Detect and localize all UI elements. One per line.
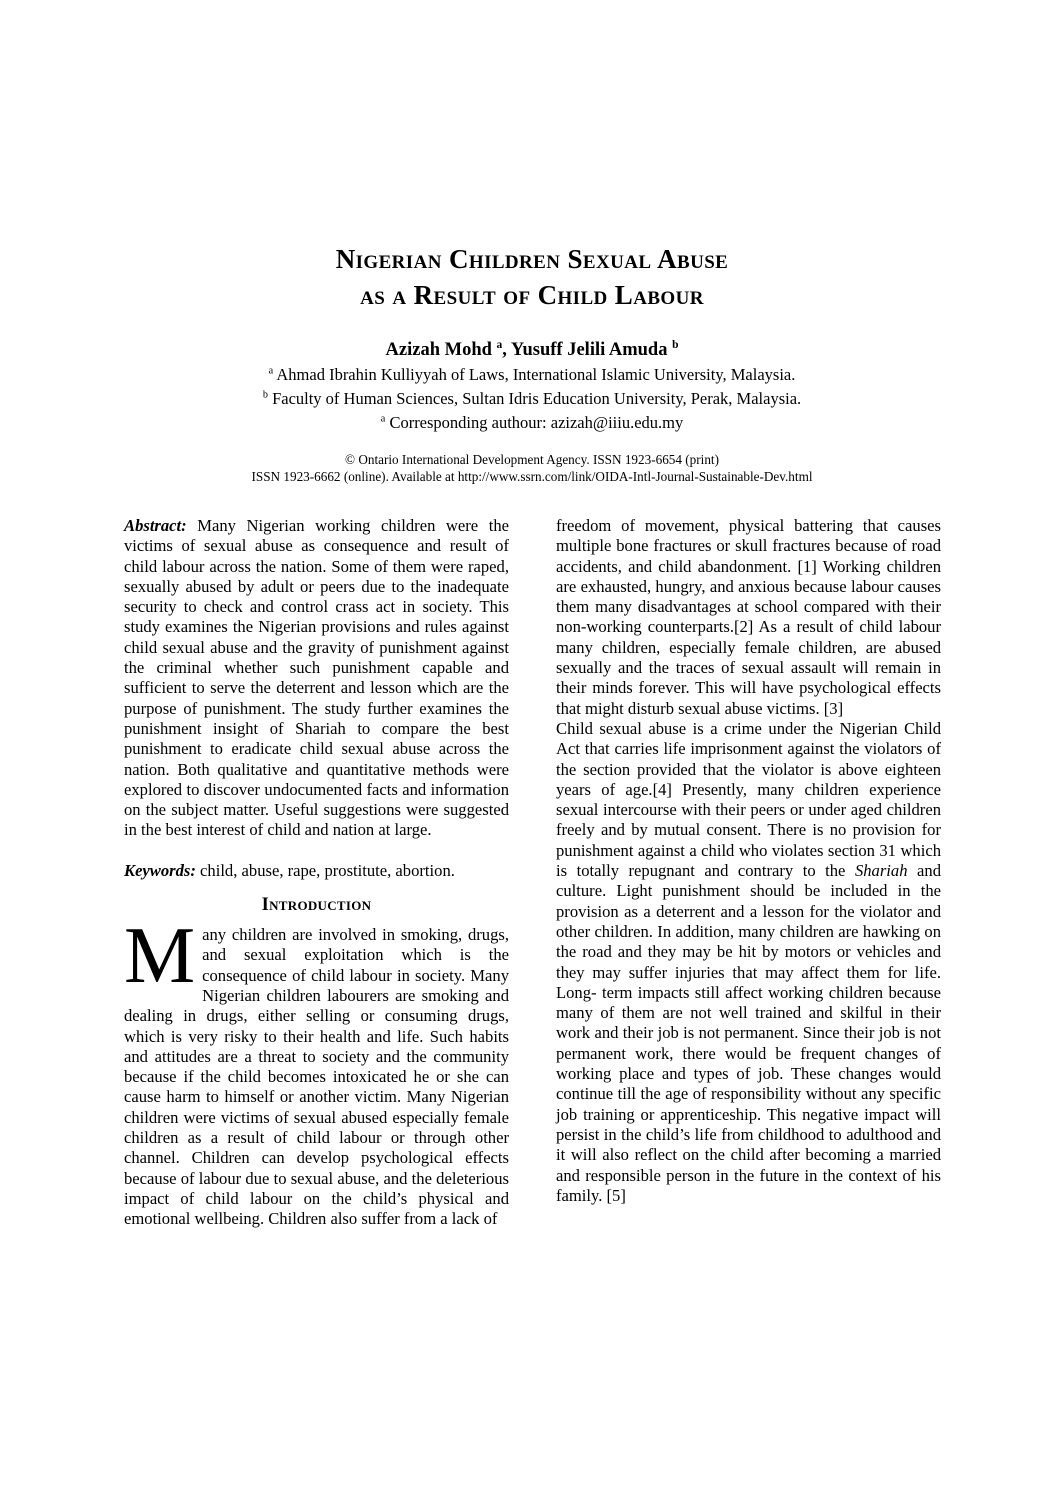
title-line-1: Nigerian Children Sexual Abuse [335,244,729,274]
introduction-paragraph [124,912,509,1229]
body-paragraph-2: Child sexual abuse is a crime under the Nigerian Child Act that carries life imprisonment against the violators of the section provided that the violator is above eighteen years of age.[4] Presently, many children experience sexual intercourse with their peers or under aged children freely and by mutual consent. There is no provision for punishment against a child who violates section 31 which is totally repugnant and contrary to the Shariah and culture. Light punishment should be included in the provision as a deterrent and a lesson for the violator and other children. In addition, many children are hawking on the road and they may be hit by motors or vehicles and they may suffer injuries that may affect them for life. Long- term impacts still affect working children because many of them are not well trained and skilful in their work and their job is not permanent. Since their job is not permanent work, there would be frequent changes of working place and types of job. These changes would continue till the age of responsibility without any specific job training or apprenticeship. This negative impact will persist in the child’s life from childhood to adulthood and it will also reflect on the child after becoming a married and responsible person in the future in the context of his family. [5] [556,718,942,1205]
dropcap-m: M [124,912,196,1001]
publisher-block [124,452,940,485]
affiliation-a: $^a$ Ahmad Ibrahin Kulliyyah of Laws, International Islamic University, Malaysia. [268,365,796,384]
publisher-line-1: © Ontario International Development Agency. ISSN 1923-6654 (print) [345,452,719,467]
abstract-paragraph: Abstract: Many Nigerian working children were the victims of sexual abuse as consequence and result of child labour across the nation. Some of them were raped, sexually abused by adult or peers due to the inadequate security to check and control crass act in society. This study examines the Nigerian provisions and rules against child sexual abuse and the gravity of punishment against the criminal whether such punishment capable and sufficient to serve the deterrent and lesson which are the purpose of punishment. The study further examines the punishment insight of Shariah to compare the best punishment to eradicate child sexual abuse across the nation. Both qualitative and quantitative methods were explored to discover undocumented facts and information on the subject matter. Useful suggestions were suggested in the best interest of child and nation at large. [124,516,509,840]
introduction-heading: Introduction [261,895,372,916]
publisher-line-2: ISSN 1923-6662 (online). Available at http://www.ssrn.com/link/OIDA-Intl-Journal-Sustainable-Dev.html [251,468,813,484]
title-line-2: as a Result of Child Labour [360,280,704,310]
column-right [556,516,941,1206]
corresponding-author-line: $^a$ Corresponding authour: azizah@iiiu.edu.my [380,413,684,432]
introduction-text: any children are involved in smoking, drugs, and sexual exploitation which is the consequence of child labour in society. Many Nigerian children labourers are smoking and dealing in drugs, either selling or consuming drugs, which is very risky to their health and life. Such habits and attitudes are a threat to society and the community because if the child becomes intoxicated he or she can cause harm to himself or another victim. Many Nigerian children were victims of sexual abused especially female children as a result of child labour or through other channel. Children can develop psychological effects because of labour due to sexual abuse, and the deleterious impact of child labour on the child’s physical and emotional wellbeing. Children also suffer from a lack of [124,925,509,1229]
body-paragraph-1: freedom of movement, physical battering that causes multiple bone fractures or skull fractures because of road accidents, and child abandonment. [1] Working children are exhausted, hungry, and anxious because labour causes them many disadvantages at school compared with their non-working counterparts.[2] As a result of child labour many children, especially female children, are abused sexually and the traces of sexual assault will remain in their minds forever. This will have psychological effects that might disturb sexual abuse victims. [3] [556,516,941,718]
paper-header [124,241,940,485]
column-left [124,516,509,1230]
paper-title [124,241,940,313]
affiliation-b: $^b$ Faculty of Human Sciences, Sultan Idris Education University, Perak, Malaysia. [262,389,802,408]
authors-line: Azizah Mohd $^a$, Yusuff Jelili Amuda $^b$ [385,338,679,360]
keywords-line: Keywords: child, abuse, rape, prostitute, abortion. [124,860,455,880]
